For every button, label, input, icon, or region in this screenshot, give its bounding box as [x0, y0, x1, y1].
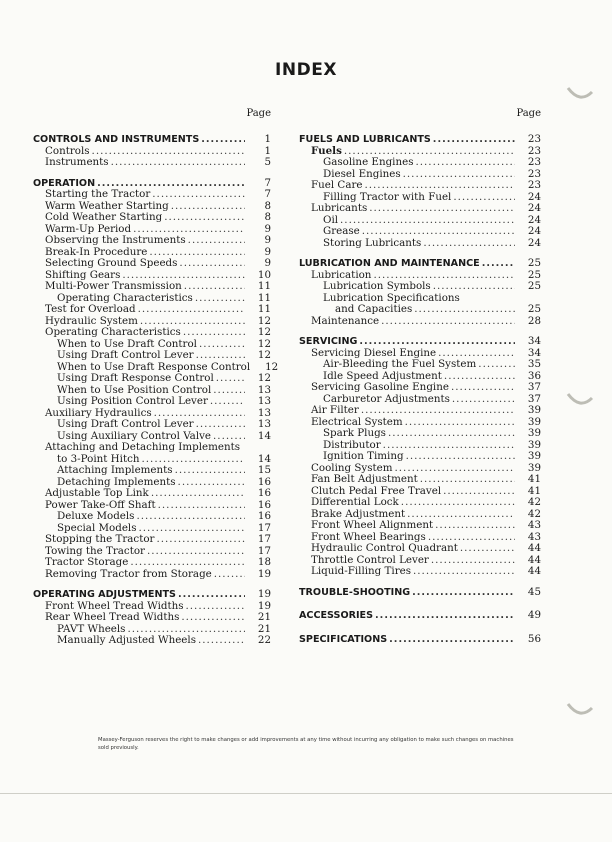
index-entry: [33, 488, 271, 500]
dot-leader: [184, 281, 245, 293]
page-number: 41: [527, 473, 541, 485]
index-entry: [33, 304, 271, 316]
page-number: 45: [527, 585, 541, 598]
index-entry: [33, 569, 271, 581]
section-title: CONTROLS AND INSTRUMENTS: [33, 134, 200, 145]
dot-leader: [136, 511, 245, 523]
punch-hole-mark-icon: [566, 698, 594, 720]
page-number: 12: [257, 326, 271, 338]
index-entry: [33, 327, 271, 339]
index-section: [299, 610, 541, 622]
index-entry: [299, 428, 541, 440]
entry-label: Attaching and Detaching Implements: [45, 441, 241, 453]
index-entry: [299, 316, 541, 328]
dot-leader: [401, 497, 515, 509]
page-number: 8: [264, 211, 271, 223]
dot-leader: [482, 258, 515, 270]
index-entry: [299, 238, 541, 250]
page-number: 18: [257, 556, 271, 568]
dot-leader: [453, 192, 515, 204]
page-number: 37: [527, 381, 541, 393]
entry-label: Power Take-Off Shaft: [45, 498, 156, 511]
page-number: 28: [527, 314, 541, 327]
index-sections-right: [299, 134, 541, 645]
section-title: OPERATING ADJUSTMENTS: [33, 589, 176, 600]
page-number: 7: [264, 188, 271, 200]
entry-label: Gasoline Engines: [323, 156, 414, 168]
entry-label: Observing the Instruments: [45, 234, 186, 246]
page-number: 23: [527, 179, 541, 191]
index-entry: [33, 557, 271, 569]
page-number: 24: [527, 190, 541, 203]
entry-label: Storing Lubricants: [323, 236, 422, 249]
page-number: 39: [527, 404, 541, 416]
entry-label: Air Filter: [311, 404, 359, 416]
dot-leader: [92, 146, 245, 158]
page-number: 24: [527, 236, 541, 249]
entry-label: Maintenance: [311, 314, 380, 327]
page-number: 17: [257, 544, 271, 557]
dot-leader: [156, 534, 245, 546]
dot-leader: [181, 612, 245, 624]
section-heading: [299, 587, 541, 599]
section-heading: [299, 134, 541, 146]
entry-label: Detaching Implements: [57, 475, 176, 488]
page-number: 14: [257, 429, 271, 442]
dot-leader: [164, 212, 245, 224]
dot-leader: [175, 465, 245, 477]
index-entry: [299, 359, 541, 371]
section-title: SERVICING: [299, 336, 358, 347]
index-entry: [299, 203, 541, 215]
entry-label: Filling Tractor with Fuel: [323, 190, 452, 203]
dot-leader: [111, 157, 245, 169]
dot-leader: [388, 428, 515, 440]
entry-label: When to Use Draft Response Control: [57, 360, 251, 373]
entry-label: Spark Plugs: [323, 427, 386, 439]
page-column-header: Page: [246, 108, 271, 119]
entry-label: Break-In Procedure: [45, 245, 148, 258]
page-number: 22: [257, 634, 271, 646]
index-entry: [33, 419, 271, 431]
dot-leader: [414, 304, 515, 316]
dot-leader: [403, 169, 515, 181]
page-number: 17: [257, 521, 271, 534]
entry-label: and Capacities: [335, 303, 413, 315]
page-number: 25: [527, 257, 541, 269]
entry-label: Auxiliary Hydraulics: [45, 406, 152, 419]
page-number: 9: [264, 245, 271, 258]
entry-label: Warm-Up Period: [45, 222, 132, 235]
dot-leader: [444, 371, 515, 383]
dot-leader: [361, 405, 515, 417]
dot-leader: [405, 417, 515, 429]
index-entry: [299, 180, 541, 192]
page-number: 39: [527, 415, 541, 428]
dot-leader: [375, 610, 515, 622]
entry-label: Multi-Power Transmission: [45, 280, 182, 292]
dot-leader: [199, 339, 245, 351]
dot-leader: [362, 226, 515, 238]
index-sections-left: [33, 133, 279, 647]
dot-leader: [369, 203, 515, 215]
section-heading: [33, 589, 271, 601]
page-number: 24: [527, 213, 541, 226]
page-number: 17: [257, 533, 271, 545]
entry-label: Servicing Gasoline Engine: [311, 381, 449, 393]
section-heading: [299, 634, 541, 646]
page-number: 42: [527, 496, 541, 508]
page-number: 39: [527, 461, 541, 474]
entry-label: Fuels: [311, 144, 342, 157]
page-number: 41: [527, 484, 541, 497]
index-entry: [299, 226, 541, 238]
entry-label: Adjustable Top Link: [45, 487, 149, 499]
page-number: 37: [527, 392, 541, 405]
dot-leader: [179, 258, 245, 270]
page-number: 39: [527, 450, 541, 462]
entry-label: Using Draft Response Control: [57, 372, 214, 384]
section-title: OPERATION: [33, 177, 96, 189]
index-entry: [299, 474, 541, 486]
index-entry: [299, 405, 541, 417]
section-heading: [299, 610, 541, 622]
page-number: 12: [257, 314, 271, 327]
index-entry: [299, 304, 541, 316]
dot-leader: [412, 587, 515, 599]
page-number: 8: [264, 199, 271, 212]
page-number: 13: [257, 418, 271, 430]
entry-label: Distributor: [323, 438, 381, 451]
page-number: 21: [257, 622, 271, 635]
page-number: 42: [527, 507, 541, 520]
entry-label: Grease: [323, 225, 360, 237]
page-number: 14: [257, 452, 271, 465]
dot-leader: [443, 486, 515, 498]
index-section: [33, 134, 271, 169]
page-number: 11: [257, 291, 271, 304]
page-number: 56: [527, 632, 541, 645]
page-number: 16: [257, 498, 271, 511]
index-entry: [33, 157, 271, 169]
entry-label: When to Use Draft Control: [57, 337, 197, 350]
index-section: [299, 587, 541, 599]
dot-leader: [433, 281, 515, 293]
section-heading: [299, 258, 541, 270]
entry-label: Operating Characteristics: [57, 291, 193, 304]
page-number: 16: [257, 510, 271, 522]
page-number: 9: [264, 257, 271, 269]
index-entry: [299, 543, 541, 555]
entry-label: Starting the Tractor: [45, 188, 151, 200]
dot-leader: [214, 569, 245, 581]
dot-leader: [171, 201, 245, 213]
dot-leader: [196, 419, 245, 431]
page-number: 25: [527, 303, 541, 315]
dot-leader: [178, 589, 245, 601]
page-number: 43: [527, 530, 541, 543]
entry-label: Front Wheel Tread Widths: [45, 599, 184, 612]
entry-label: Selecting Ground Speeds: [45, 257, 178, 269]
page-number: 7: [264, 176, 271, 189]
entry-label: Brake Adjustment: [311, 507, 406, 520]
entry-label: Towing the Tractor: [45, 544, 145, 557]
punch-hole-mark-icon: [566, 82, 594, 104]
entry-label: Throttle Control Lever: [311, 553, 429, 566]
dot-leader: [415, 157, 515, 169]
page-number: 19: [257, 599, 271, 612]
page-column-header: Page: [516, 108, 541, 119]
index-entry: [33, 465, 271, 477]
page-number: 19: [257, 588, 271, 600]
index-entry: [299, 497, 541, 509]
entry-label: Using Position Control Lever: [57, 395, 208, 407]
page-number: 44: [527, 542, 541, 554]
entry-label: Hydraulic System: [45, 314, 138, 327]
section-title: TROUBLE-SHOOTING: [299, 586, 411, 598]
entry-label: Hydraulic Control Quadrant: [311, 542, 458, 554]
dot-leader: [406, 451, 515, 463]
page-number: 44: [527, 553, 541, 566]
entry-label: Test for Overload: [45, 303, 136, 315]
dot-leader: [147, 546, 245, 558]
page-number: 11: [257, 280, 271, 292]
entry-label: Liquid-Filling Tires: [311, 565, 411, 577]
entry-label: Oil: [323, 213, 339, 226]
entry-label: Stopping the Tractor: [45, 533, 155, 545]
entry-label: Removing Tractor from Storage: [45, 567, 212, 580]
entry-label: Lubrication Specifications: [323, 291, 460, 304]
page-number: 12: [257, 349, 271, 361]
page-number: 23: [527, 167, 541, 180]
dot-leader: [196, 350, 245, 362]
dot-leader: [451, 382, 515, 394]
punch-hole-mark-icon: [566, 388, 594, 410]
index-entry: [33, 534, 271, 546]
entry-label: Using Draft Control Lever: [57, 418, 194, 430]
index-entry: [33, 350, 271, 362]
dot-leader: [188, 235, 245, 247]
page-title: INDEX: [275, 60, 337, 80]
entry-label: Clutch Pedal Free Travel: [311, 484, 442, 497]
entry-label: Air-Bleeding the Fuel System: [323, 358, 477, 370]
entry-label: Lubrication Symbols: [323, 280, 431, 292]
index-section: [299, 134, 541, 249]
dot-leader: [389, 634, 515, 646]
index-entry: [33, 442, 271, 454]
entry-label: Manually Adjusted Wheels: [57, 634, 196, 646]
dot-leader: [210, 396, 245, 408]
dot-leader: [216, 373, 245, 385]
index-entry: [33, 511, 271, 523]
page-number: 49: [527, 609, 541, 621]
entry-label: Attaching Implements: [57, 464, 173, 476]
dot-leader: [340, 215, 515, 227]
index-entry: [33, 373, 271, 385]
entry-label: Warm Weather Starting: [45, 199, 169, 212]
dot-leader: [158, 500, 245, 512]
entry-label: Front Wheel Alignment: [311, 519, 434, 531]
dot-leader: [152, 189, 245, 201]
entry-label: Servicing Diesel Engine: [311, 346, 437, 359]
page-bottom-rule: [0, 793, 612, 794]
dot-leader: [381, 316, 515, 328]
page-number: 1: [264, 133, 271, 145]
dot-leader: [198, 635, 245, 647]
disclaimer-footnote: Massey-Ferguson reserves the right to make changes or add improvements at any time without incurring any obligation to make such changes on machines sold previously.: [98, 737, 514, 751]
dot-leader: [139, 523, 245, 535]
page-number: 9: [264, 234, 271, 246]
dot-leader: [359, 336, 515, 348]
section-title: FUELS AND LUBRICANTS: [299, 134, 431, 145]
entry-label: Fan Belt Adjustment: [311, 473, 418, 485]
dot-leader: [478, 359, 515, 371]
dot-leader: [195, 293, 245, 305]
index-section: [299, 258, 541, 327]
dot-leader: [452, 394, 515, 406]
section-title: LUBRICATION AND MAINTENANCE: [299, 258, 480, 269]
entry-label: Using Auxiliary Control Valve: [57, 429, 212, 442]
page-number: 39: [527, 427, 541, 439]
entry-label: Rear Wheel Tread Widths: [45, 611, 180, 623]
entry-label: Idle Speed Adjustment: [323, 369, 442, 382]
dot-leader: [433, 134, 515, 146]
dot-leader: [423, 238, 515, 250]
page-number: 21: [257, 611, 271, 623]
entry-label: Tractor Storage: [45, 556, 129, 568]
index-entry: [299, 566, 541, 578]
entry-label: Operating Characteristics: [45, 326, 181, 338]
entry-label: Diesel Engines: [323, 167, 401, 180]
section-heading: [33, 134, 271, 146]
dot-leader: [364, 180, 515, 192]
page-number: 5: [264, 156, 271, 168]
page-number: 36: [527, 369, 541, 382]
entry-label: PAVT Wheels: [57, 622, 126, 635]
dot-leader: [460, 543, 515, 555]
page-number: 43: [527, 519, 541, 531]
entry-label: Controls: [45, 144, 90, 157]
dot-leader: [213, 385, 245, 397]
entry-label: Deluxe Models: [57, 510, 135, 522]
page-number: 13: [257, 395, 271, 407]
entry-label: Lubricants: [311, 202, 368, 214]
index-section: [33, 176, 279, 581]
page-number: 11: [257, 303, 271, 315]
index-column-right: [299, 108, 541, 657]
entry-label: Cold Weather Starting: [45, 211, 163, 223]
entry-label: Shifting Gears: [45, 268, 121, 281]
page-number: 13: [257, 406, 271, 419]
section-title: ACCESSORIES: [299, 610, 374, 621]
dot-leader: [201, 134, 245, 146]
section-title: SPECIFICATIONS: [299, 633, 388, 645]
index-entry: [33, 189, 271, 201]
page-number: 16: [257, 475, 271, 488]
index-entry: [33, 258, 271, 270]
index-section: [299, 336, 541, 578]
entry-label: Carburetor Adjustments: [323, 392, 450, 405]
page-number: 23: [527, 133, 541, 145]
index-entry: [33, 612, 271, 624]
dot-leader: [183, 327, 245, 339]
entry-label: Front Wheel Bearings: [311, 530, 426, 543]
entry-label: Lubrication: [311, 268, 372, 281]
page-number: 44: [527, 565, 541, 577]
page-number: 34: [527, 346, 541, 359]
entry-label: Differential Lock: [311, 496, 399, 508]
dot-leader: [178, 477, 245, 489]
page-number: 9: [264, 222, 271, 235]
dot-leader: [151, 488, 245, 500]
page-number: 1: [264, 144, 271, 157]
entry-label: Using Draft Control Lever: [57, 349, 194, 361]
index-entry: [299, 520, 541, 532]
page-number: 24: [527, 202, 541, 214]
index-entry: [33, 235, 271, 247]
index-section: [299, 634, 541, 646]
dot-leader: [186, 601, 245, 613]
index-entry: [33, 212, 271, 224]
entry-label: When to Use Position Control: [57, 383, 212, 396]
index-section: [33, 589, 271, 647]
dot-leader: [413, 566, 515, 578]
dot-leader: [138, 304, 245, 316]
index-entry: [299, 157, 541, 169]
page-number: 19: [257, 567, 271, 580]
page-number: 12: [257, 337, 271, 350]
entry-label: to 3-Point Hitch: [57, 452, 140, 465]
page-number: 23: [527, 144, 541, 157]
page-number: 34: [527, 335, 541, 347]
index-entry: [299, 451, 541, 463]
entry-label: Fuel Care: [311, 179, 363, 191]
page-number: 35: [527, 358, 541, 370]
index-entry: [33, 635, 271, 647]
page-number: 12: [257, 372, 271, 384]
entry-label: Cooling System: [311, 461, 393, 474]
page-number: 25: [527, 268, 541, 281]
dot-leader: [435, 520, 515, 532]
index-entry: [33, 396, 271, 408]
dot-leader: [420, 474, 515, 486]
index-entry: [33, 281, 271, 293]
dot-leader: [431, 555, 515, 567]
entry-label: Electrical System: [311, 415, 403, 428]
page-number: 10: [257, 268, 271, 281]
page-number: 25: [527, 280, 541, 292]
index-entry: [299, 382, 541, 394]
page-number: 39: [527, 438, 541, 451]
entry-label: Ignition Timing: [323, 450, 404, 462]
page-number: 23: [527, 156, 541, 168]
entry-label: Instruments: [45, 156, 109, 168]
page-number: 16: [257, 487, 271, 499]
page-number: 12: [265, 360, 279, 373]
page-number: 24: [527, 225, 541, 237]
index-column-left: [33, 108, 279, 656]
entry-label: Special Models: [57, 521, 137, 534]
page-number: 13: [257, 383, 271, 396]
index-entry: [299, 281, 541, 293]
dot-leader: [130, 557, 245, 569]
page-number: 15: [257, 464, 271, 476]
section-heading: [299, 336, 541, 348]
